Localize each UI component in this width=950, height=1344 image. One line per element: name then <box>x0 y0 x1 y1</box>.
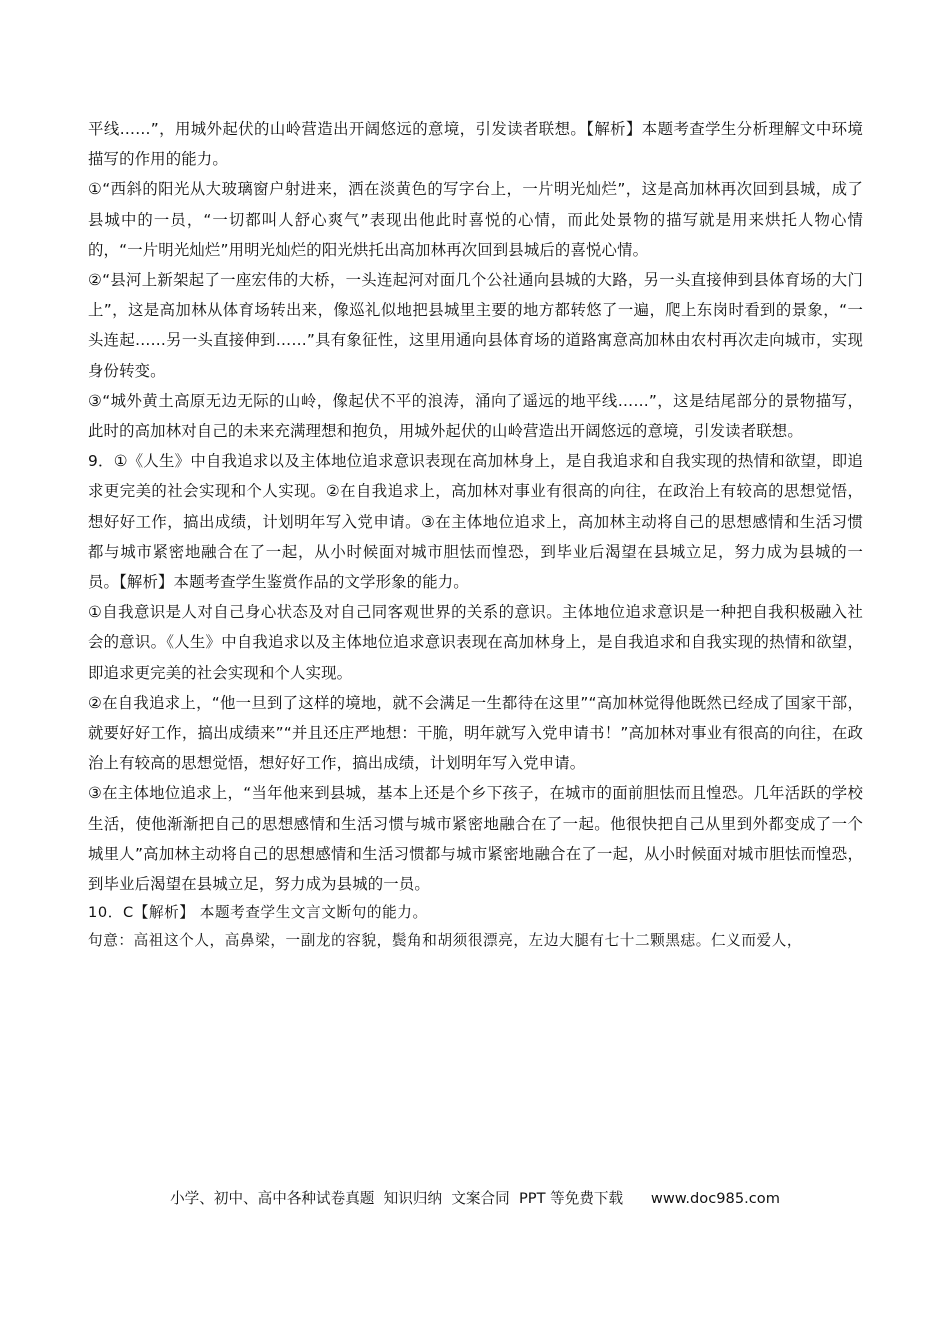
paragraph-q9-answer: 9．①《人生》中自我追求以及主体地位追求意识表现在高加林身上，是自我追求和自我实现的热情和欲望，即追求更完美的社会实现和个人实现。②在自我追求上，高加林对事业有很高的向往，在政治上有较高的思想觉悟，想好好工作，搞出成绩，计划明年写入党申请。③在主体地位追求上，高加林主动将自己的思想感情和生活习惯都与城市紧密地融合在了一起，从小时候面对城市胆怯而惶恐，到毕业后渴望在县城立足，努力成为县城的一员。【解析】本题考查学生鉴赏作品的文学形象的能力。 <box>88 452 863 592</box>
paragraph-q9-point-3: ③在主体地位追求上，“当年他来到县城，基本上还是个乡下孩子，在城市的面前胆怯而且惶恐。几年活跃的学校生活，使他渐渐把自己的思想感情和生活习惯与城市紧密地融合在了一起。他很快把自己从里到外都变成了一个城里人”高加林主动将自己的思想感情和生活习惯都与城市紧密地融合在了一起，从小时候面对城市胆怯而惶恐，到毕业后渴望在县城立足，努力成为县城的一员。 <box>88 784 863 894</box>
paragraph-q8-point-1: ①“西斜的阳光从大玻璃窗户射进来，洒在淡黄色的写字台上，一片明光灿烂”，这是高加林再次回到县城，成了县城中的一员，“一切都叫人舒心爽气”表现出他此时喜悦的心情，而此处景物的描写就是用来烘托人物心情的，“一片明光灿烂”用明光灿烂的阳光烘托出高加林再次回到县城后的喜悦心情。 <box>88 180 863 259</box>
paragraph-q8-point-3: ③“城外黄土高原无边无际的山岭，像起伏不平的浪涛，涌向了遥远的地平线……”，这是结尾部分的景物描写，此时的高加林对自己的未来充满理想和抱负，用城外起伏的山岭营造出开阔悠远的意境，引发读者联想。 <box>88 391 863 441</box>
paragraph-q8-tail: 平线……”，用城外起伏的山岭营造出开阔悠远的意境，引发读者联想。【解析】本题考查学生分析理解文中环境描写的作用的能力。 <box>88 120 863 169</box>
paragraph-q9-point-2: ②在自我追求上，“他一旦到了这样的境地，就不会满足一生都待在这里”“高加林觉得他既然已经成了国家干部，就要好好工作，搞出成绩来”“并且还庄严地想：干脆，明年就写入党申请书！”高加林对事业有很高的向往，在政治上有较高的思想觉悟，想好好工作，搞出成绩，计划明年写入党申请。 <box>88 693 863 773</box>
page-footer: 小学、初中、高中各种试卷真题 知识归纳 文案合同 PPT 等免费下载 www.doc985.com <box>170 1190 780 1207</box>
paragraph-q8-point-2: ②“县河上新架起了一座宏伟的大桥，一头连起河对面几个公社通向县城的大路，另一头直接伸到县体育场的大门上”，这是高加林从体育场转出来，像巡礼似地把县城里主要的地方都转悠了一遍，爬上东岗时看到的景象，“一头连起……另一头直接伸到……”具有象征性，这里用通向县体育场的道路寓意高加林由农村再次走向城市，实现身份转变。 <box>88 271 863 380</box>
paragraph-q9-point-1: ①自我意识是人对自己身心状态及对自己同客观世界的关系的意识。主体地位追求意识是一种把自我积极融入社会的意识。《人生》中自我追求以及主体地位追求意识表现在高加林身上，是自我追求和自我实现的热情和欲望，即追求更完美的社会实现和个人实现。 <box>88 603 863 682</box>
paragraph-q10-translation: 句意：高祖这个人，高鼻梁，一副龙的容貌，鬓角和胡须很漂亮，左边大腿有七十二颗黑痣。仁义而爱人， <box>88 932 803 950</box>
paragraph-q10-answer: 10．C【解析】 本题考查学生文言文断句的能力。 <box>88 904 428 922</box>
document-body <box>88 114 863 955</box>
